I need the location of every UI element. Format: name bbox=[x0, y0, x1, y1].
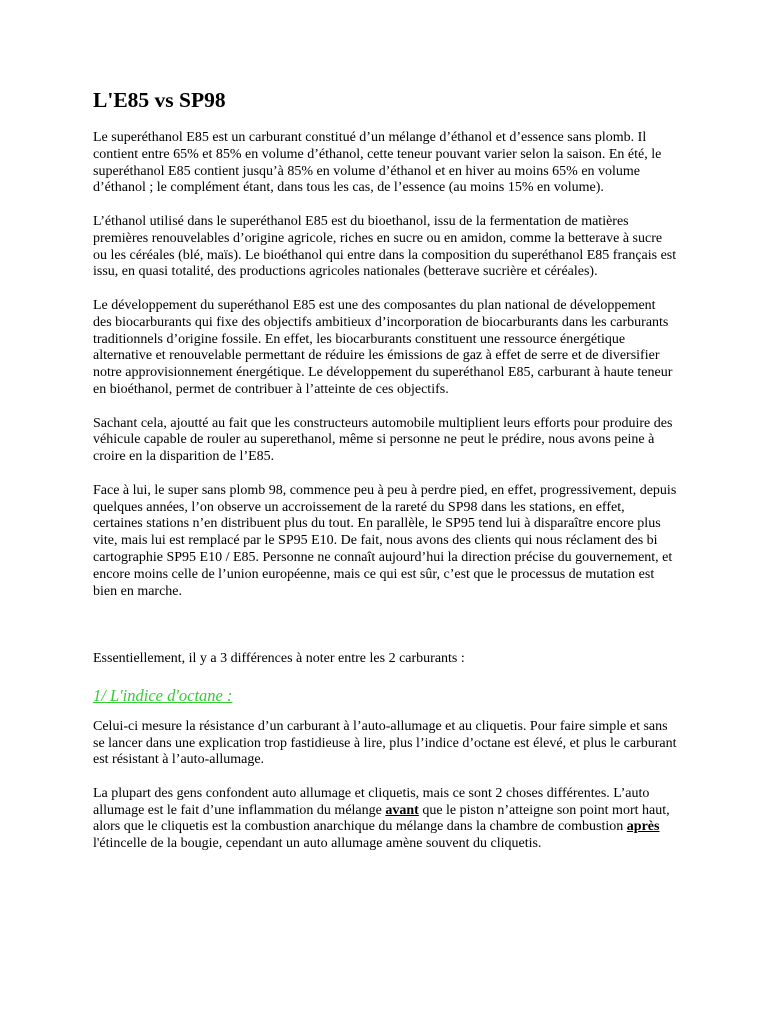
paragraph-development-plan: Le développement du superéthanol E85 est une des composantes du plan national de développement des biocarburants qui fixe des objectifs ambitieux d’incorporation de biocarburants dans les carburants traditionnels d’origine fossile. En effet, les biocarburants constituent une ressource énergétique alternative et renouvelable permettant de réduire les émissions de gaz à effet de serre et de diversifier notre approvisionnement énergétique. Le développement du superéthanol E85, carburant à haute teneur en bioéthanol, permet de contribuer à l’atteinte de ces objectifs. bbox=[93, 297, 673, 397]
paragraph-intro-differences: Essentiellement, il y a 3 différences à noter entre les 2 carburants : bbox=[93, 651, 465, 667]
page-title: L'E85 vs SP98 bbox=[93, 88, 226, 112]
emphasis-avant: avant bbox=[385, 802, 419, 818]
paragraph-auto-ignition-vs-knock bbox=[93, 786, 677, 853]
paragraph-e85-definition: Le superéthanol E85 est un carburant constitué d’un mélange d’éthanol et d’essence sans plomb. Il contient entre 65% et 85% en volume d’éthanol, cette teneur pouvant varier selon la saison. En été, le superéthanol E85 contient jusqu’à 85% en volume d’éthanol et en hiver au moins 65% en volume d’éthanol ; le complément étant, dans tous les cas, de l’essence (au moins 15% en volume). bbox=[93, 130, 662, 196]
paragraph-ethanol-origin: L’éthanol utilisé dans le superéthanol E85 est du bioethanol, issu de la fermentation de matières premières renouvelables d’origine agricole, riches en sucre ou en amidon, comme la betterave à sucre ou les céréales (blé, maïs). Le bioéthanol qui entre dans la composition du superéthanol E85 français est issu, en quasi totalité, des productions agricoles nationales (betterave sucrière et céréales). bbox=[93, 213, 677, 280]
section-heading-octane: 1/ L'indice d'octane : bbox=[93, 685, 233, 705]
text-segment: que le piston n’atteigne son point mort haut, alors que le cliquetis est la combustion anarchique du mélange dans la chambre de combustion bbox=[93, 802, 670, 835]
spacer bbox=[93, 617, 677, 651]
paragraph-octane-definition: Celui-ci mesure la résistance d’un carburant à l’auto-allumage et au cliquetis. Pour faire simple et sans se lancer dans une explication trop fastidieuse à lire, plus l’indice d’octane est élevé, et plus le carburant est résistant à l’auto-allumage. bbox=[93, 718, 677, 768]
paragraph-sp98-decline: Face à lui, le super sans plomb 98, commence peu à peu à perdre pied, en effet, progressivement, depuis quelques années, l’on observe un accroissement de la rareté du SP98 dans les stations, en effet, certaines stations n’en distribuent plus du tout. En parallèle, le SP95 tend lui à disparaître encore plus vite, mais lui est remplacé par le SP95 E10. De fait, nous avons des clients qui nous réclament des bi cartographie SP95 E10 / E85. Personne ne connaît aujourd’hui la direction précise du gouvernement, et encore moins celle de l’union européenne, mais ce qui est sûr, c’est que le processus de mutation est bien en marche. bbox=[93, 482, 677, 599]
text-segment: La plupart des gens confondent auto allumage et cliquetis, mais ce sont 2 choses différentes. L’auto allumage est le fait d’une inflammation du mélange bbox=[93, 785, 650, 818]
document-page bbox=[93, 86, 677, 870]
emphasis-apres: après bbox=[626, 819, 660, 835]
paragraph-manufacturers: Sachant cela, ajoutté au fait que les constructeurs automobile multiplient leurs efforts pour produire des véhicule capable de rouler au superethanol, même si personne ne peut le prédire, nous avons peine à croire en la disparition de l’E85. bbox=[93, 415, 673, 465]
text-segment: l'étincelle de la bougie, cependant un auto allumage amène souvent du cliquetis. bbox=[93, 836, 542, 852]
